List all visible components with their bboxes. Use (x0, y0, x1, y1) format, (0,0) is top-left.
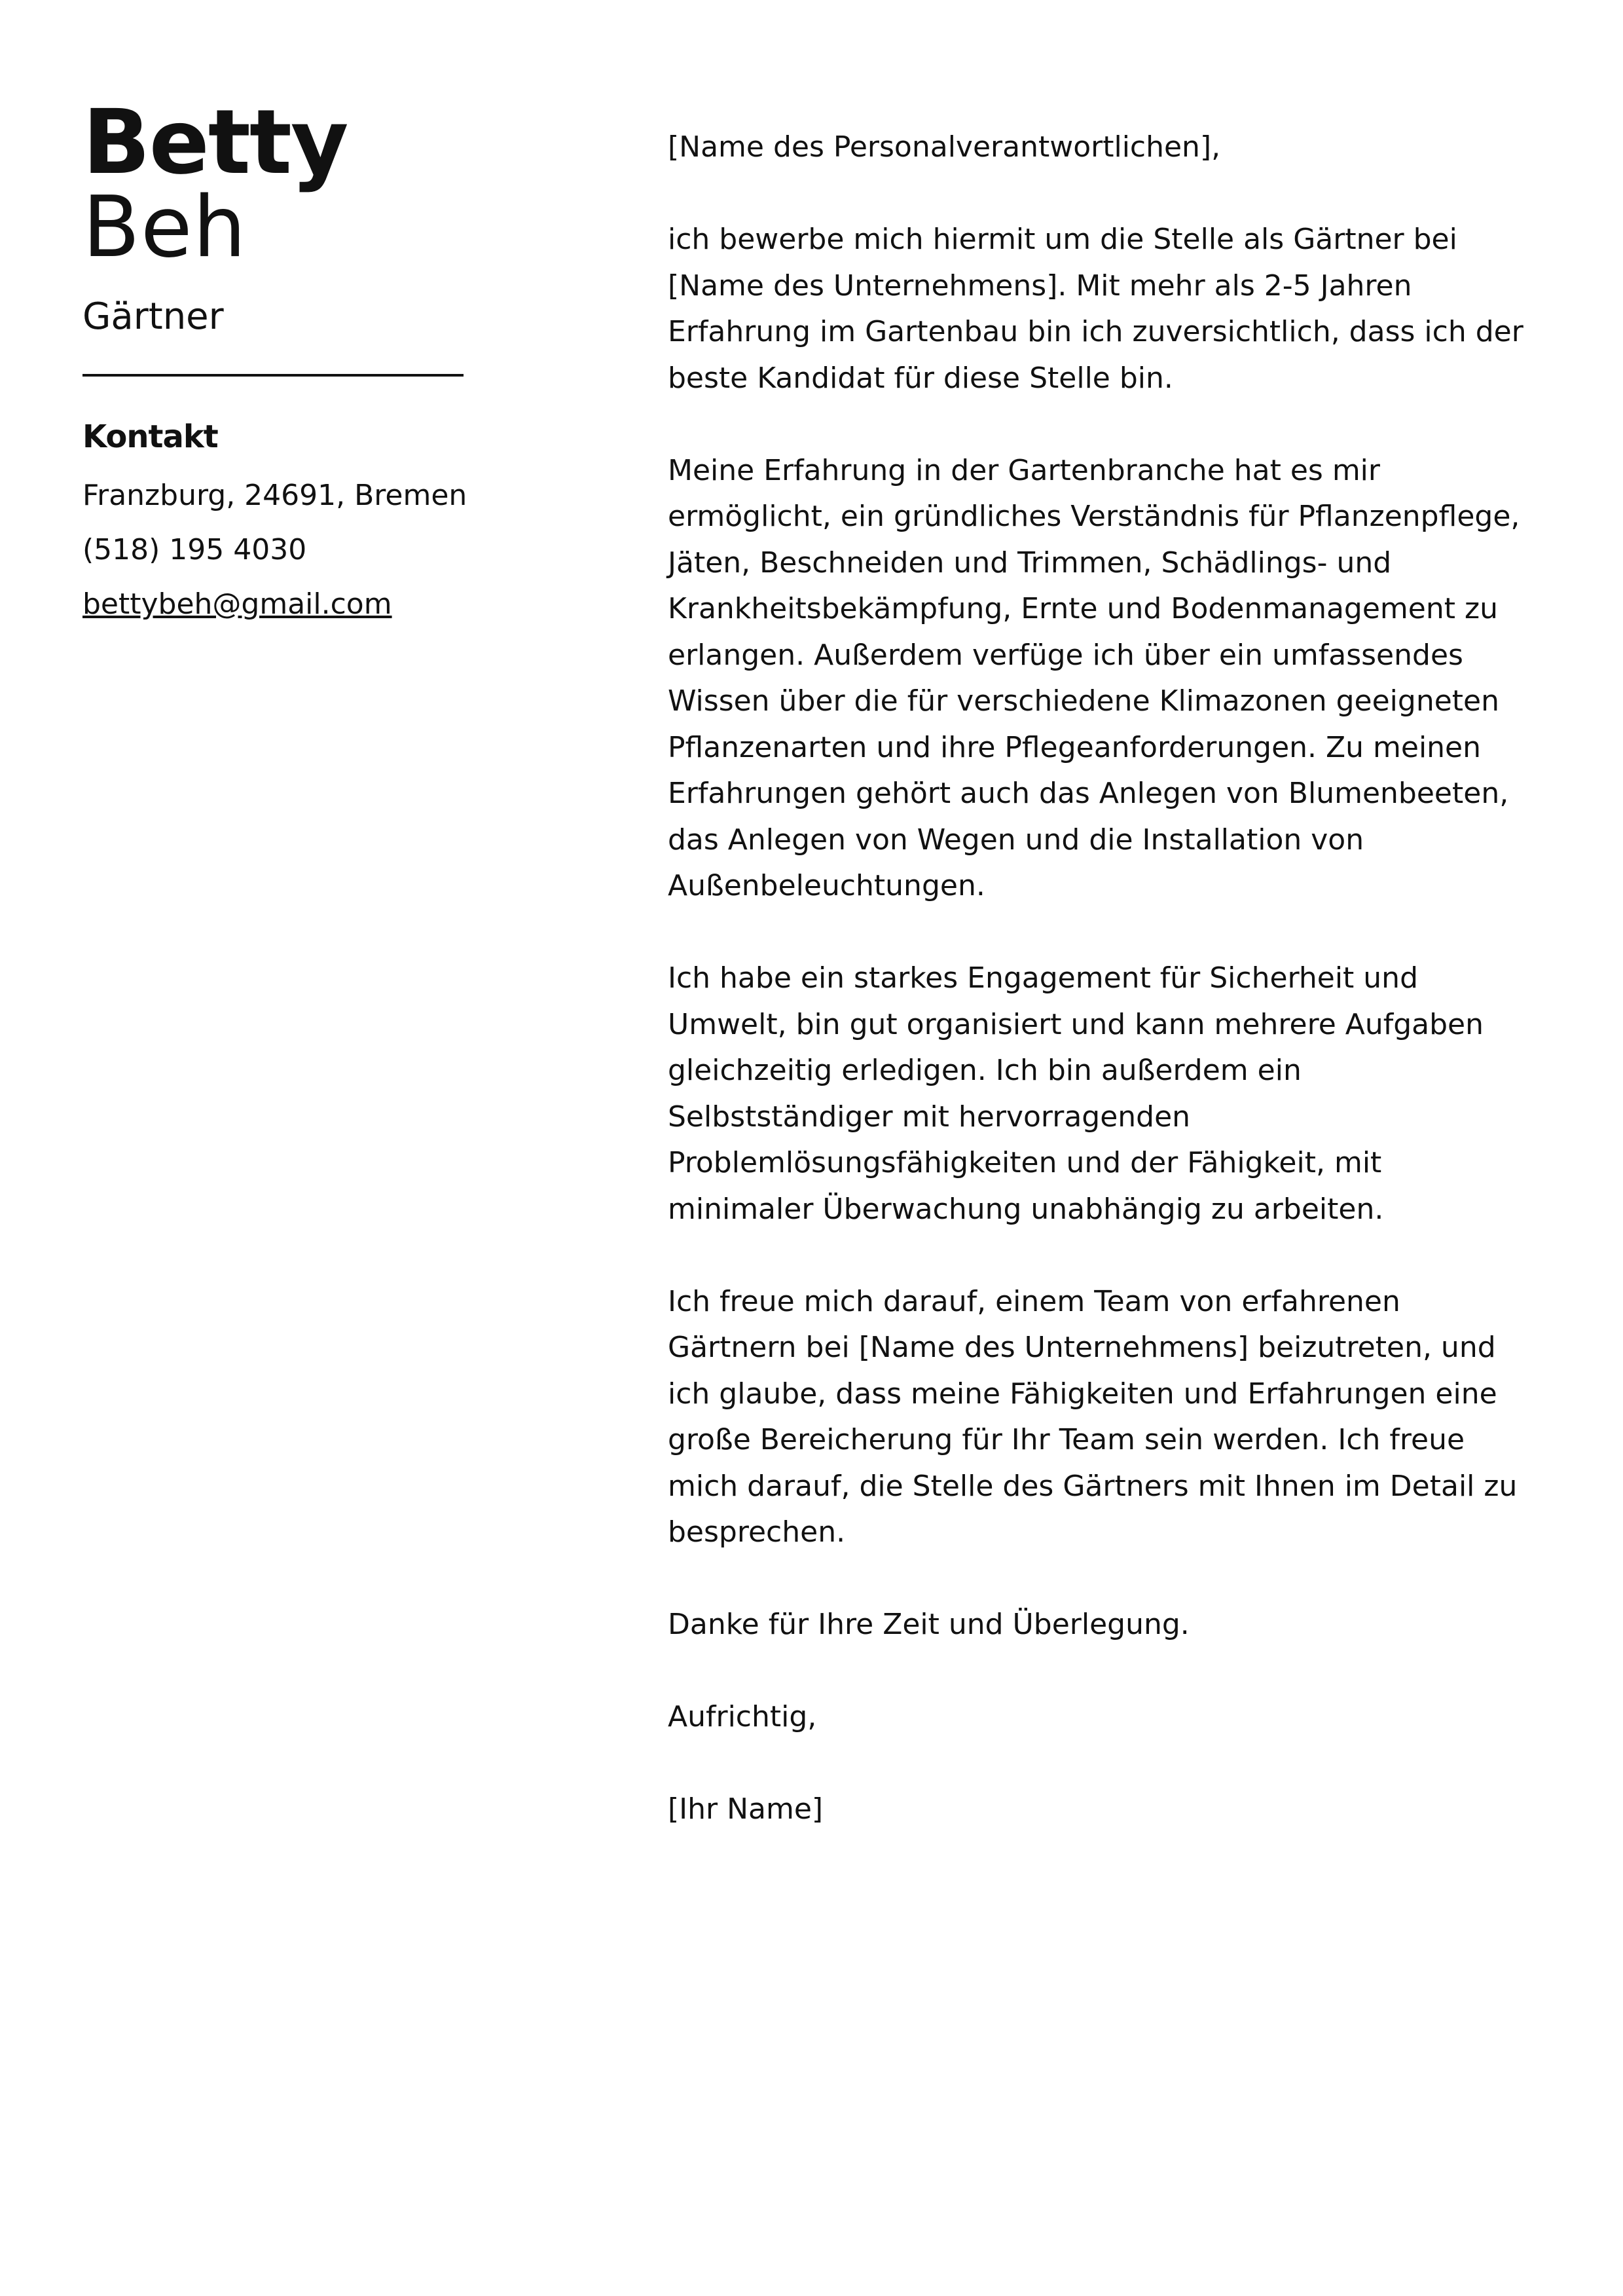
letter-paragraph: Meine Erfahrung in der Gartenbranche hat es mir ermöglicht, ein gründliches Verständnis für Pflanzenpflege, Jäten, Beschneiden und Trimmen, Schädlings- und Krankheitsbekämpfung, Ernte und Bodenmanagement zu erlangen. Außerdem verfüge ich über ein umfassendes Wissen über die für verschiedene Klimazonen geeigneten Pflanzenarten und ihre Pflegeanforderungen. Zu meinen Erfahrungen gehört auch das Anlegen von Blumenbeeten, das Anlegen von Wegen und die Installation von Außenbeleuchtungen. (668, 453, 1520, 902)
letter-paragraph: ich bewerbe mich hiermit um die Stelle als Gärtner bei [Name des Unternehmens]. Mit mehr als 2-5 Jahren Erfahrung im Gartenbau bin ich zuversichtlich, dass ich der beste Kandidat für diese Stelle bin. (668, 223, 1523, 395)
contact-phone: (518) 195 4030 (82, 532, 307, 566)
letter-body (668, 124, 1532, 1879)
letter-signature: [Ihr Name] (668, 1792, 824, 1826)
job-title: Gärtner (82, 295, 224, 338)
last-name: Beh (82, 179, 247, 276)
first-name: Betty (82, 91, 348, 194)
letter-paragraph: Ich habe ein starkes Engagement für Sicherheit und Umwelt, bin gut organisiert und kann mehrere Aufgaben gleichzeitig erledigen. Ich bin außerdem ein Selbstständiger mit hervorragenden Problemlösungsfähigkeiten und der Fähigkeit, mit minimaler Überwachung unabhängig zu arbeiten. (668, 961, 1484, 1226)
letter-closing: Aufrichtig, (668, 1700, 817, 1733)
sidebar (82, 91, 469, 622)
letter-paragraph: Ich freue mich darauf, einem Team von erfahrenen Gärtnern bei [Name des Unternehmens] beizutreten, und ich glaube, dass meine Fähigkeiten und Erfahrungen eine große Bereicherung für Ihr Team sein werden. Ich freue mich darauf, die Stelle des Gärtners mit Ihnen im Detail zu besprechen. (668, 1284, 1518, 1549)
divider (82, 374, 464, 377)
letter-salutation: [Name des Personalverantwortlichen], (668, 130, 1221, 164)
contact-email-link[interactable]: bettybeh@gmail.com (82, 587, 392, 621)
contact-heading: Kontakt (82, 418, 218, 456)
letter-paragraph: Danke für Ihre Zeit und Überlegung. (668, 1608, 1190, 1641)
contact-address: Franzburg, 24691, Bremen (82, 479, 467, 513)
